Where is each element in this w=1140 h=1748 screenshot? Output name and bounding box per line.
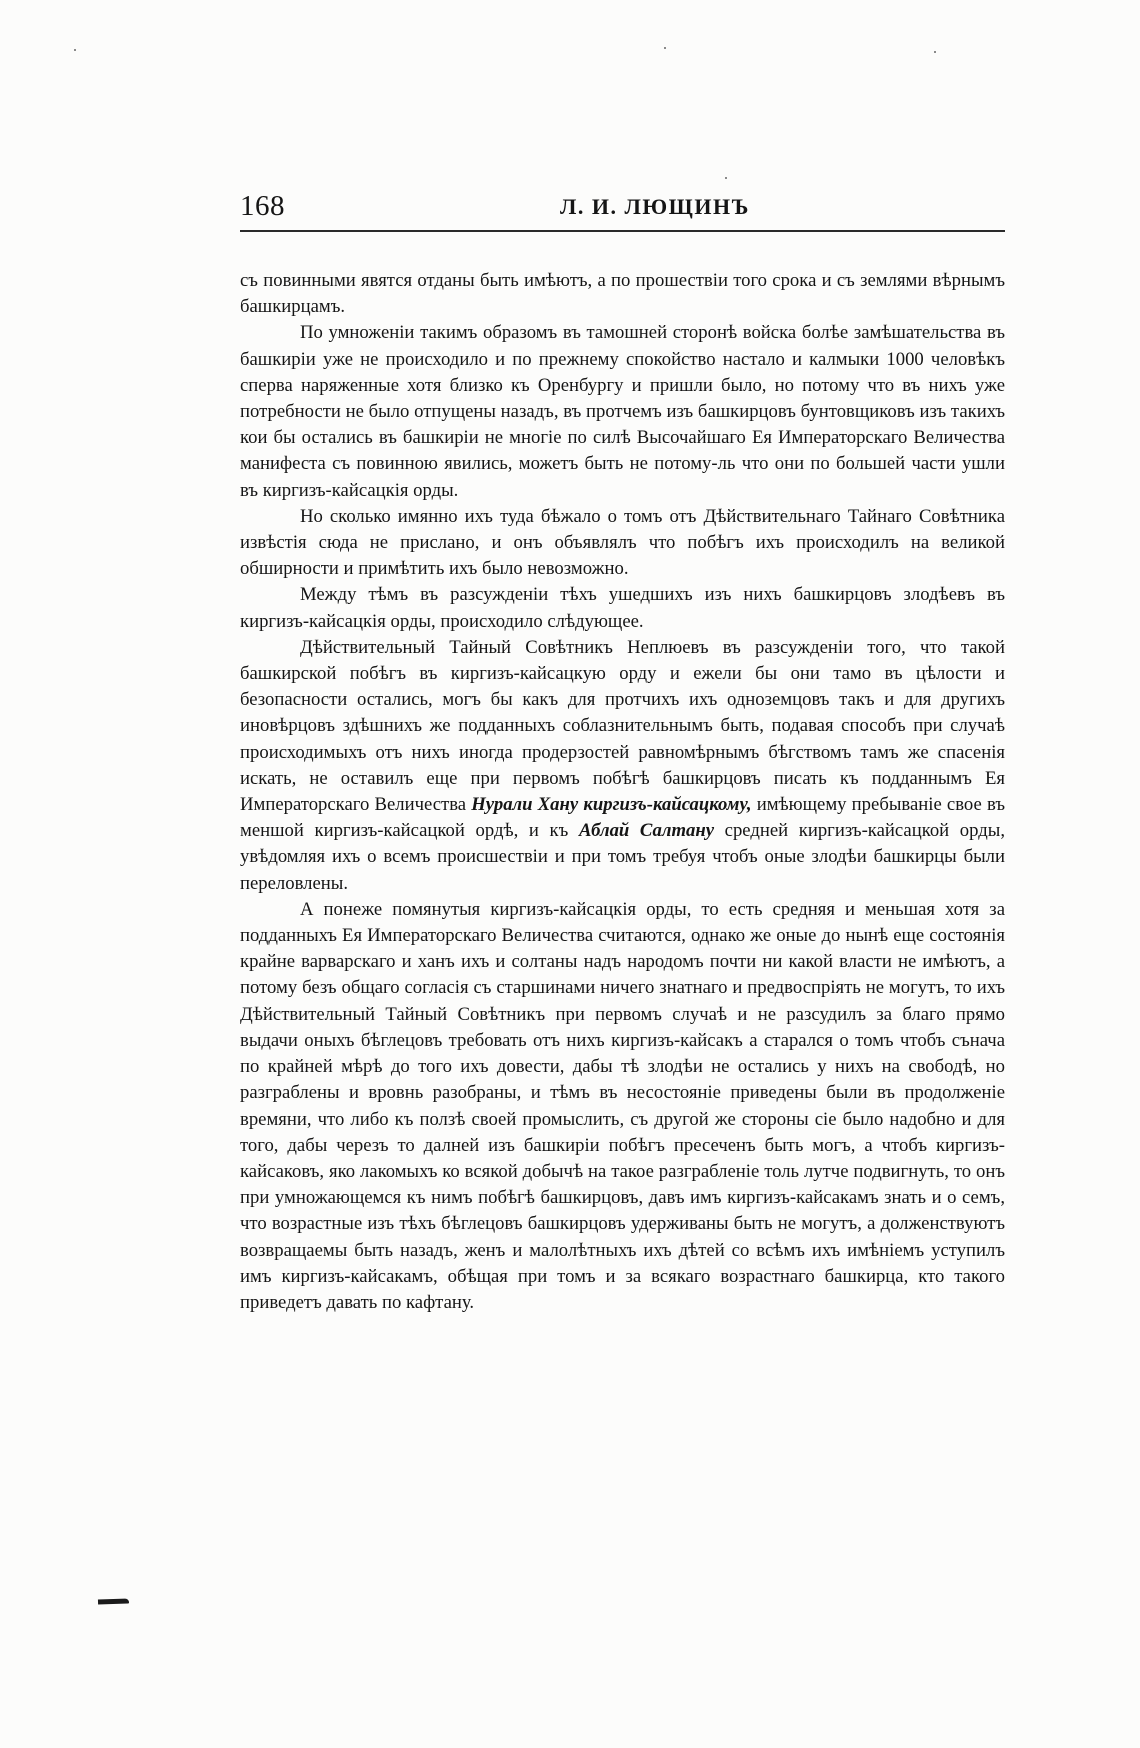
margin-dash-mark <box>98 1598 129 1604</box>
paragraph-6 <box>240 897 1005 1316</box>
paragraph-text: имѣющему пребываніе свое въ меншой киргизъ-кайсацкой ордѣ, и къ <box>240 794 1005 842</box>
paragraph-5 <box>240 635 1005 897</box>
paragraph-2 <box>240 320 1005 503</box>
paragraph-1 <box>240 268 1005 320</box>
paragraph-4 <box>240 582 1005 634</box>
italic-name-ablai: Аблай Салтану <box>578 820 715 842</box>
dust-speck <box>664 47 666 49</box>
paragraph-text: А понеже помянутыя киргизъ-кайсацкія орды, то есть средняя и меньшая хотя за подданныхъ Ея Императорскаго Величества считаются, однако же оные до нынѣ еще состоянія крайне варварскаго и ханъ ихъ и солтаны надъ народомъ почти ни какой власти не имѣютъ, а потому безъ общаго согласія съ старшинами ничего знатнаго и предвоспріять не могутъ, то ихъ Дѣйствительный Тайный Совѣтникъ при первомъ случаѣ и не разсудилъ за благо прямо выдачи оныхъ бѣглецовъ требовать отъ нихъ киргизъ-кайсакъ а старался о томъ чтобъ сънача по крайней мѣрѣ до того ихъ довести, дабы тѣ злодѣи не остались у нихъ на свободѣ, но разграблены и вровнь разобраны, и тѣмъ въ несостояніе приведены были въ продолженіе времяни, что либо къ ползѣ своей промыслить, съ другой же стороны сіе было надобно и для того, дабы черезъ то далней изъ башкиріи побѣгъ пресеченъ быть могъ, а чтобъ киргизъ-кайсаковъ, яко лакомыхъ ко всякой добычѣ на такое разграбленіе толь лутче подвигнуть, то онъ при умножающемся къ нимъ побѣгѣ башкирцовъ, давъ имъ киргизъ-кайсакамъ знать и о семъ, что возрастные изъ тѣхъ бѣглецовъ башкирцовъ удерживаны быть не могутъ, а долженствуютъ возвращаемы быть назадъ, женъ и малолѣтныхъ ихъ дѣтей со всѣмъ ихъ имѣніемъ уступилъ имъ киргизъ-кайсакамъ, обѣщая при томъ и за всякаго возрастнаго башкирца, кто такого приведетъ давать по кафтану. <box>240 898 1005 1313</box>
page-header <box>240 190 1005 232</box>
paragraph-text: средней киргизъ-кайсацкой орды, увѣдомляя ихъ о всемъ происшествіи и при томъ требуя чтобъ оные злодѣи башкирцы были переловлены. <box>240 820 1005 894</box>
paragraph-text: Но сколько имянно ихъ туда бѣжало о томъ отъ Дѣйствительнаго Тайнаго Совѣтника извѣстія сюда не прислано, и онъ объявлялъ что побѣгъ ихъ происходилъ на великой обширности и примѣтить ихъ было невозможно. <box>240 505 1005 580</box>
paragraph-text: съ повинными явятся отданы быть имѣютъ, а по прошествіи того срока и съ землями вѣрнымъ башкирцамъ. <box>240 270 1005 318</box>
running-head: Л. И. ЛЮЩИНЪ <box>560 194 750 219</box>
dust-speck <box>74 49 76 51</box>
page-number: 168 <box>240 190 285 222</box>
paragraph-text: Дѣйствительный Тайный Совѣтникъ Неплюевъ въ разсужденіи того, что такой башкирской побѣгъ въ киргизъ-кайсацкую орду и ежели бы они тамо въ цѣлости и безопасности остались, могъ бы какъ для протчихъ ихъ одноземцовъ такъ и для другихъ иновѣрцовъ здѣшнихъ же подданныхъ соблазнительнымъ быть, подавая способъ при случаѣ происходимыхъ отъ нихъ иногда продерзостей равномѣрнымъ бѣгствомъ тамъ же спасенія искать, не оставилъ еще при первомъ побѣгѣ башкирцовъ писать къ подданнымъ Ея Императорскаго Величества <box>240 636 1005 816</box>
paragraph-text: Между тѣмъ въ разсужденіи тѣхъ ушедшихъ изъ нихъ башкирцовъ злодѣевъ въ киргизъ-кайсацкія орды, происходило слѣдующее. <box>240 584 1005 632</box>
dust-speck <box>725 177 727 179</box>
italic-name-nurali: Нурали Хану киргизъ-кайсацкому, <box>471 794 752 816</box>
paragraph-3 <box>240 504 1005 583</box>
dust-speck <box>934 51 936 53</box>
paragraph-text: По умноженіи такимъ образомъ въ тамошней сторонѣ войска болѣе замѣшательства въ башкиріи уже не происходило и по прежнему спокойство настало и калмыки 1000 человѣкъ сперва наряженные хотя близко къ Оренбургу и пришли было, но потому что въ нихъ уже потребности не было отпущены назадъ, въ протчемъ изъ башкирцовъ бунтовщиковъ изъ такихъ кои бы остались въ башкиріи не многіе по силѣ Высочайшаго Ея Императорскаго Величества манифеста съ повинною явились, можетъ быть не потому-ль что они по большей части ушли въ киргизъ-кайсацкія орды. <box>240 322 1005 501</box>
body-text <box>240 268 1005 1316</box>
